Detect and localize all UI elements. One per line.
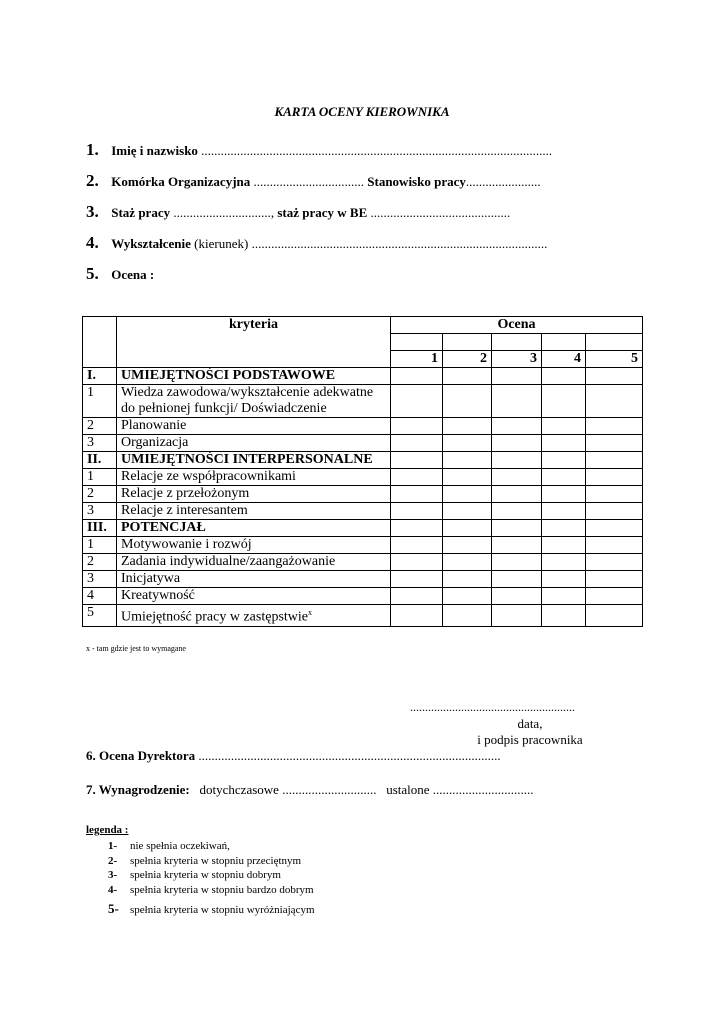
- score-cell[interactable]: [492, 452, 542, 469]
- score-cell[interactable]: [586, 452, 643, 469]
- row-criterion: Zadania indywidualne/zaangażowanie: [117, 554, 391, 571]
- field-label: Ocena :: [111, 267, 155, 282]
- salary-label: 7. Wynagrodzenie:: [86, 782, 190, 797]
- field-label: Wykształcenie: [111, 236, 191, 251]
- field-dots[interactable]: ..................................: [250, 174, 365, 189]
- score-cell[interactable]: [391, 368, 443, 385]
- table-header-row: [83, 317, 643, 334]
- score-cell[interactable]: [492, 554, 542, 571]
- score-cell[interactable]: [391, 537, 443, 554]
- field-extra: (kierunek): [190, 236, 249, 251]
- row-num: 3: [83, 503, 117, 520]
- header-empty-cell: [492, 334, 542, 351]
- score-cell[interactable]: [586, 385, 643, 418]
- score-cell[interactable]: [443, 537, 492, 554]
- legend-text: nie spełnia oczekiwań,: [130, 840, 230, 852]
- salary-current-label: dotychczasowe: [199, 782, 279, 797]
- score-cell[interactable]: [443, 520, 492, 537]
- score-cell[interactable]: [542, 385, 586, 418]
- score-cell[interactable]: [391, 503, 443, 520]
- signature-line[interactable]: .......................................................: [410, 700, 575, 714]
- table-row: [83, 537, 643, 554]
- row-num: 5: [83, 605, 117, 627]
- score-cell[interactable]: [443, 554, 492, 571]
- field-department: [86, 171, 541, 191]
- field-number: 1.: [86, 140, 99, 159]
- field-rating: [86, 264, 154, 284]
- salary-set-label: ustalone: [386, 782, 430, 797]
- score-cell[interactable]: [542, 588, 586, 605]
- table-row: [83, 503, 643, 520]
- salary-line: [86, 782, 534, 798]
- legend-text: spełnia kryteria w stopniu dobrym: [130, 869, 281, 881]
- score-cell[interactable]: [492, 385, 542, 418]
- legend-item: [108, 901, 315, 917]
- score-cell[interactable]: [492, 605, 542, 627]
- score-cell[interactable]: [542, 503, 586, 520]
- score-cell[interactable]: [586, 486, 643, 503]
- score-cell[interactable]: [586, 418, 643, 435]
- score-cell[interactable]: [492, 418, 542, 435]
- row-num: 1: [83, 385, 117, 418]
- row-num: 1: [83, 469, 117, 486]
- score-cell[interactable]: [443, 418, 492, 435]
- salary-set-dots[interactable]: ...............................: [429, 782, 534, 797]
- score-cell[interactable]: [586, 605, 643, 627]
- legend-item: [108, 855, 301, 867]
- table-row: [83, 588, 643, 605]
- rating-table: [82, 316, 643, 627]
- score-cell[interactable]: [391, 435, 443, 452]
- score-cell[interactable]: [443, 503, 492, 520]
- header-empty-cell: [542, 334, 586, 351]
- score-cell[interactable]: [391, 520, 443, 537]
- legend-key: 4-: [108, 884, 118, 896]
- score-cell[interactable]: [542, 605, 586, 627]
- row-num: 3: [83, 571, 117, 588]
- field-number: 3.: [86, 202, 99, 221]
- score-cell[interactable]: [443, 571, 492, 588]
- score-cell[interactable]: [443, 486, 492, 503]
- row-num: 2: [83, 554, 117, 571]
- score-cell[interactable]: [542, 418, 586, 435]
- field-label: Imię i nazwisko: [111, 143, 198, 158]
- score-cell[interactable]: [391, 385, 443, 418]
- score-cell[interactable]: [492, 537, 542, 554]
- table-row: [83, 571, 643, 588]
- table-row: [83, 435, 643, 452]
- row-criterion: Motywowanie i rozwój: [117, 537, 391, 554]
- score-cell[interactable]: [443, 605, 492, 627]
- score-cell[interactable]: [443, 469, 492, 486]
- section-num: I.: [83, 368, 117, 385]
- score-cell[interactable]: [586, 368, 643, 385]
- header-empty-cell: [586, 334, 643, 351]
- score-cell[interactable]: [443, 368, 492, 385]
- score-header: 1: [391, 351, 443, 368]
- section-num: II.: [83, 452, 117, 469]
- score-cell[interactable]: [586, 554, 643, 571]
- field-education: [86, 233, 547, 253]
- field-label-be: staż pracy w BE: [274, 205, 368, 220]
- legend-key: 1-: [108, 840, 118, 852]
- header-ocena: Ocena: [391, 317, 643, 334]
- section-num: III.: [83, 520, 117, 537]
- criterion-line: Wiedza zawodowa/wykształcenie adekwatne: [121, 385, 374, 400]
- score-cell[interactable]: [586, 503, 643, 520]
- row-criterion: Organizacja: [117, 435, 391, 452]
- score-header: 3: [492, 351, 542, 368]
- score-cell[interactable]: [443, 588, 492, 605]
- row-num: 1: [83, 537, 117, 554]
- row-criterion: [117, 605, 391, 627]
- row-criterion: Inicjatywa: [117, 571, 391, 588]
- signature-label-date: data,: [517, 716, 543, 731]
- table-row: [83, 469, 643, 486]
- score-cell[interactable]: [391, 418, 443, 435]
- director-dots[interactable]: .............................................................................................: [195, 748, 501, 763]
- score-cell[interactable]: [443, 385, 492, 418]
- score-cell[interactable]: [391, 571, 443, 588]
- score-cell[interactable]: [586, 571, 643, 588]
- score-cell[interactable]: [492, 520, 542, 537]
- field-seniority: [86, 202, 510, 222]
- row-criterion: Kreatywność: [117, 588, 391, 605]
- field-dots[interactable]: ...........................................................................................: [248, 236, 548, 251]
- criterion-text: Umiejętność pracy w zastępstwie: [121, 609, 308, 625]
- score-cell[interactable]: [443, 452, 492, 469]
- field-number: 2.: [86, 171, 99, 190]
- score-header: 5: [586, 351, 643, 368]
- score-cell[interactable]: [391, 605, 443, 627]
- table-row: [83, 486, 643, 503]
- field-label: Staż pracy: [111, 205, 171, 220]
- field-label: Komórka Organizacyjna: [111, 174, 251, 189]
- legend-key: 2-: [108, 855, 118, 867]
- score-cell[interactable]: [586, 435, 643, 452]
- legend-title: legenda :: [86, 824, 129, 836]
- legend-item: [108, 884, 314, 896]
- score-header: 4: [542, 351, 586, 368]
- score-cell[interactable]: [492, 368, 542, 385]
- director-rating: [86, 748, 501, 764]
- score-cell[interactable]: [586, 469, 643, 486]
- score-cell[interactable]: [542, 368, 586, 385]
- footnote-marker: x: [308, 608, 312, 617]
- row-num: 3: [83, 435, 117, 452]
- legend-key: 5-: [108, 901, 119, 916]
- score-cell[interactable]: [391, 486, 443, 503]
- score-cell[interactable]: [542, 452, 586, 469]
- score-cell[interactable]: [391, 469, 443, 486]
- score-cell[interactable]: [492, 486, 542, 503]
- score-cell[interactable]: [542, 537, 586, 554]
- score-cell[interactable]: [391, 588, 443, 605]
- section-title: POTENCJAŁ: [117, 520, 391, 537]
- header-empty-cell: [443, 334, 492, 351]
- score-header: 2: [443, 351, 492, 368]
- field-name: [86, 140, 552, 160]
- table-row: [83, 554, 643, 571]
- field-dots[interactable]: .......................: [465, 174, 541, 189]
- row-criterion: Relacje z interesantem: [117, 503, 391, 520]
- header-empty-cell: [391, 334, 443, 351]
- signature-label-sign: i podpis pracownika: [477, 732, 583, 747]
- score-cell[interactable]: [586, 588, 643, 605]
- legend-text: spełnia kryteria w stopniu wyróżniającym: [130, 904, 315, 916]
- criterion-line: do pełnionej funkcji/ Doświadczenie: [121, 401, 327, 416]
- salary-current-dots[interactable]: .............................: [278, 782, 377, 797]
- legend-item: [108, 840, 230, 852]
- table-row: [83, 605, 643, 627]
- score-cell[interactable]: [542, 435, 586, 452]
- score-cell[interactable]: [492, 469, 542, 486]
- section-title: UMIEJĘTNOŚCI PODSTAWOWE: [117, 368, 391, 385]
- score-cell[interactable]: [586, 537, 643, 554]
- field-number: 4.: [86, 233, 99, 252]
- row-criterion: Planowanie: [117, 418, 391, 435]
- legend-key: 3-: [108, 869, 118, 881]
- score-cell[interactable]: [391, 554, 443, 571]
- score-cell[interactable]: [542, 520, 586, 537]
- field-label-position: Stanowisko pracy: [364, 174, 466, 189]
- row-num: 4: [83, 588, 117, 605]
- page-title: KARTA OCENY KIEROWNIKA: [274, 104, 450, 119]
- table-row: [83, 418, 643, 435]
- score-cell[interactable]: [542, 554, 586, 571]
- score-cell[interactable]: [492, 588, 542, 605]
- score-cell[interactable]: [443, 435, 492, 452]
- score-cell[interactable]: [542, 469, 586, 486]
- row-num: 2: [83, 486, 117, 503]
- section-row: [83, 452, 643, 469]
- row-criterion: [117, 385, 391, 418]
- row-num: 2: [83, 418, 117, 435]
- row-criterion: Relacje ze współpracownikami: [117, 469, 391, 486]
- row-criterion: Relacje z przełożonym: [117, 486, 391, 503]
- score-cell[interactable]: [492, 503, 542, 520]
- header-num-cell: [83, 317, 117, 368]
- section-row: [83, 368, 643, 385]
- table-row: [83, 385, 643, 418]
- field-number: 5.: [86, 264, 99, 283]
- field-dots[interactable]: ............................................................................................................: [197, 143, 553, 158]
- score-cell[interactable]: [542, 486, 586, 503]
- score-cell[interactable]: [391, 452, 443, 469]
- legend-text: spełnia kryteria w stopniu bardzo dobrym: [130, 884, 314, 896]
- section-row: [83, 520, 643, 537]
- score-cell[interactable]: [542, 571, 586, 588]
- field-dots[interactable]: ..............................,: [170, 205, 275, 220]
- field-dots[interactable]: ...........................................: [367, 205, 511, 220]
- section-title: UMIEJĘTNOŚCI INTERPERSONALNE: [117, 452, 391, 469]
- legend-text: spełnia kryteria w stopniu przeciętnym: [130, 855, 302, 867]
- header-criteria: kryteria: [117, 317, 391, 368]
- director-label: 6. Ocena Dyrektora: [86, 748, 196, 763]
- legend-item: [108, 869, 281, 881]
- footnote: x - tam gdzie jest to wymagane: [86, 644, 186, 653]
- score-cell[interactable]: [492, 435, 542, 452]
- score-cell[interactable]: [492, 571, 542, 588]
- score-cell[interactable]: [586, 520, 643, 537]
